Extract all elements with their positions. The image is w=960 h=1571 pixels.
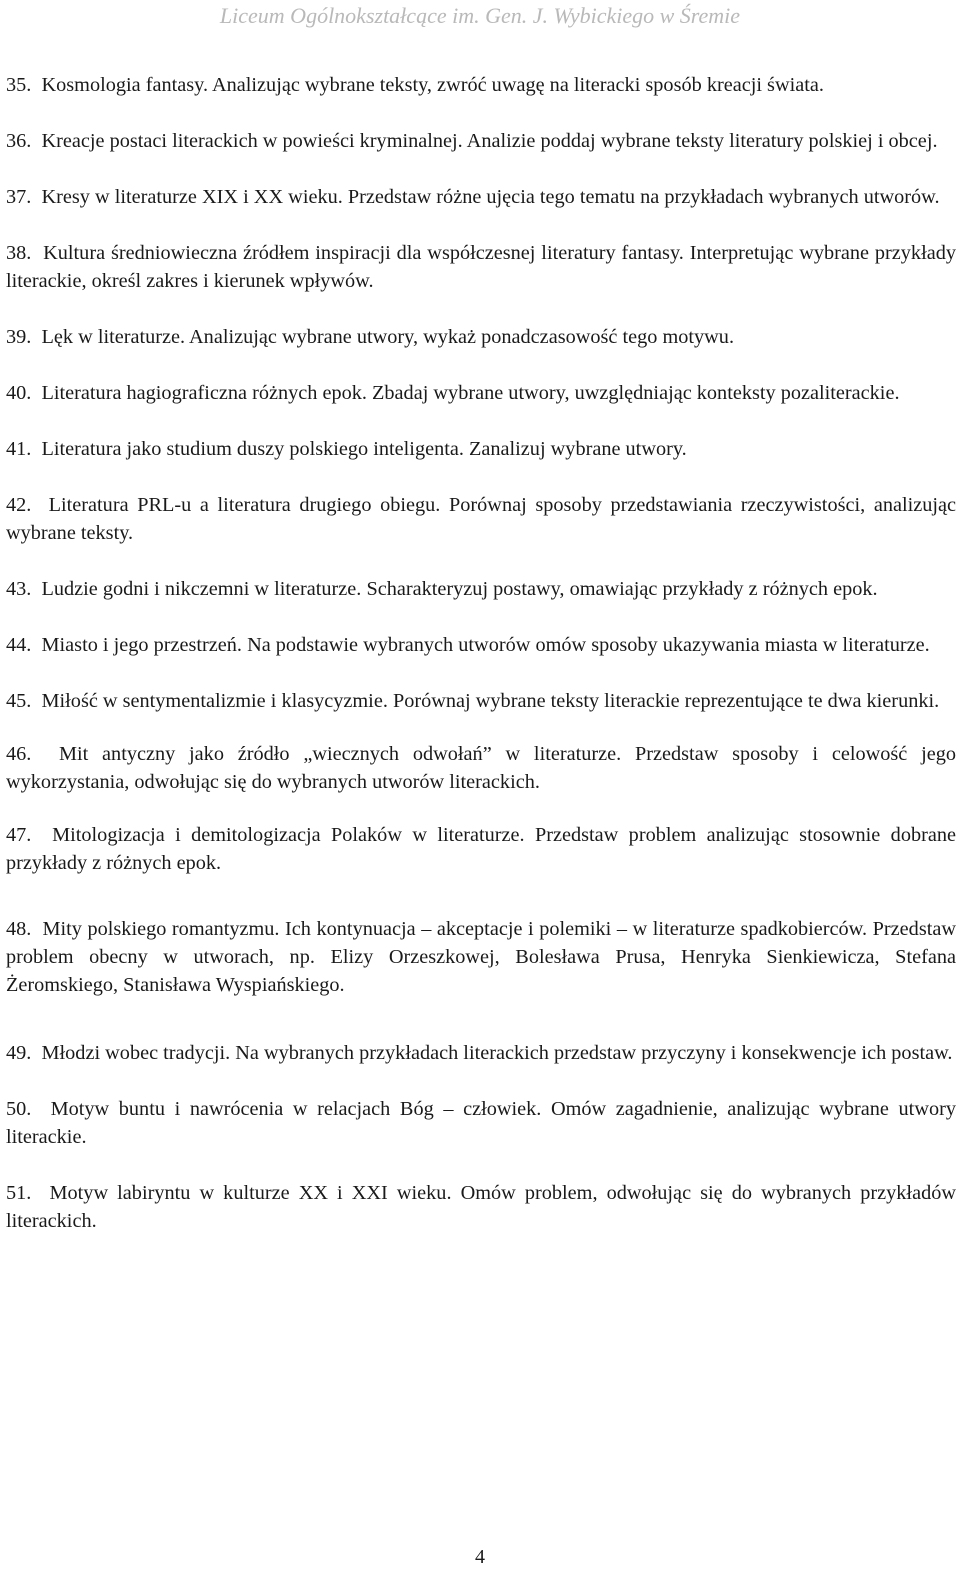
topic-item	[6, 631, 956, 659]
topic-number: 39.	[6, 326, 32, 348]
topic-text: Literatura jako studium duszy polskiego inteligenta. Zanalizuj wybrane utwory.	[41, 438, 687, 460]
topic-item	[6, 1039, 956, 1067]
topic-text: Literatura PRL-u a literatura drugiego obiegu. Porównaj sposoby przedstawiania rzeczywistości, analizując wybrane teksty.	[6, 494, 957, 544]
topic-text: Kultura średniowieczna źródłem inspiracji dla współczesnej literatury fantasy. Interpretując wybrane przykłady literackie, określ zakres i kierunek wpływów.	[6, 242, 956, 292]
topic-number: 43.	[6, 578, 32, 600]
topic-text: Mity polskiego romantyzmu. Ich kontynuacja – akceptacje i polemiki – w literaturze spadkobierców. Przedstaw problem obecny w utworach, np. Elizy Orzeszkowej, Bolesława Prusa, Henryka Sienkiewicza, Stefana Żeromskiego, Stanisława Wyspiańskiego.	[6, 918, 956, 996]
topic-text: Miasto i jego przestrzeń. Na podstawie wybranych utworów omów sposoby ukazywania miasta w literaturze.	[41, 634, 930, 656]
topic-item	[6, 915, 956, 999]
topic-text: Miłość w sentymentalizmie i klasycyzmie. Porównaj wybrane teksty literackie reprezentujące te dwa kierunki.	[41, 690, 940, 712]
page-number: 4	[475, 1546, 485, 1568]
topic-number: 35.	[6, 74, 32, 96]
topic-item	[6, 740, 956, 796]
topic-item	[6, 127, 956, 155]
topic-number: 42.	[6, 494, 32, 516]
topic-number: 40.	[6, 382, 32, 404]
topic-item	[6, 71, 956, 99]
topic-number: 44.	[6, 634, 32, 656]
topic-item	[6, 323, 956, 351]
topic-number: 49.	[6, 1042, 32, 1064]
topic-item	[6, 1095, 956, 1151]
topic-item	[6, 379, 956, 407]
topic-text: Kosmologia fantasy. Analizując wybrane teksty, zwróć uwagę na literacki sposób kreacji świata.	[41, 74, 824, 96]
topic-list	[6, 71, 956, 1235]
topic-item	[6, 239, 956, 295]
topic-number: 45.	[6, 690, 32, 712]
topic-number: 37.	[6, 186, 32, 208]
topic-item	[6, 183, 956, 211]
topic-number: 38.	[6, 242, 32, 264]
page-header: Liceum Ogólnokształcące im. Gen. J. Wybickiego w Śremie	[219, 3, 741, 28]
topic-text: Lęk w literaturze. Analizując wybrane utwory, wykaż ponadczasowość tego motywu.	[41, 326, 735, 348]
topic-text: Kresy w literaturze XIX i XX wieku. Przedstaw różne ujęcia tego tematu na przykładach wybranych utworów.	[41, 186, 940, 208]
topic-number: 50.	[6, 1098, 32, 1120]
topic-number: 46.	[6, 743, 32, 765]
topic-number: 41.	[6, 438, 32, 460]
topic-text: Motyw labiryntu w kulturze XX i XXI wieku. Omów problem, odwołując się do wybranych przykładów literackich.	[6, 1182, 957, 1232]
topic-number: 47.	[6, 824, 32, 846]
topic-text: Motyw buntu i nawrócenia w relacjach Bóg – człowiek. Omów zagadnienie, analizując wybrane utwory literackie.	[6, 1098, 956, 1148]
topic-item	[6, 575, 956, 603]
topic-text: Literatura hagiograficzna różnych epok. Zbadaj wybrane utwory, uwzględniając konteksty pozaliterackie.	[41, 382, 900, 404]
topic-item	[6, 1179, 956, 1235]
topic-text: Młodzi wobec tradycji. Na wybranych przykładach literackich przedstaw przyczyny i konsekwencje ich postaw.	[41, 1042, 953, 1064]
topic-number: 48.	[6, 918, 32, 940]
topic-item	[6, 821, 956, 877]
topic-number: 36.	[6, 130, 32, 152]
topic-text: Mit antyczny jako źródło „wiecznych odwołań” w literaturze. Przedstaw sposoby i celowość jego wykorzystania, odwołując się do wybranych utworów literackich.	[6, 743, 957, 793]
topic-item	[6, 435, 956, 463]
topic-text: Ludzie godni i nikczemni w literaturze. Scharakteryzuj postawy, omawiając przykłady z różnych epok.	[41, 578, 878, 600]
topic-item	[6, 687, 956, 715]
topic-number: 51.	[6, 1182, 32, 1204]
topic-item	[6, 491, 956, 547]
topic-text: Kreacje postaci literackich w powieści kryminalnej. Analizie poddaj wybrane teksty literatury polskiej i obcej.	[41, 130, 938, 152]
topic-text: Mitologizacja i demitologizacja Polaków w literaturze. Przedstaw problem analizując stosownie dobrane przykłady z różnych epok.	[6, 824, 956, 874]
